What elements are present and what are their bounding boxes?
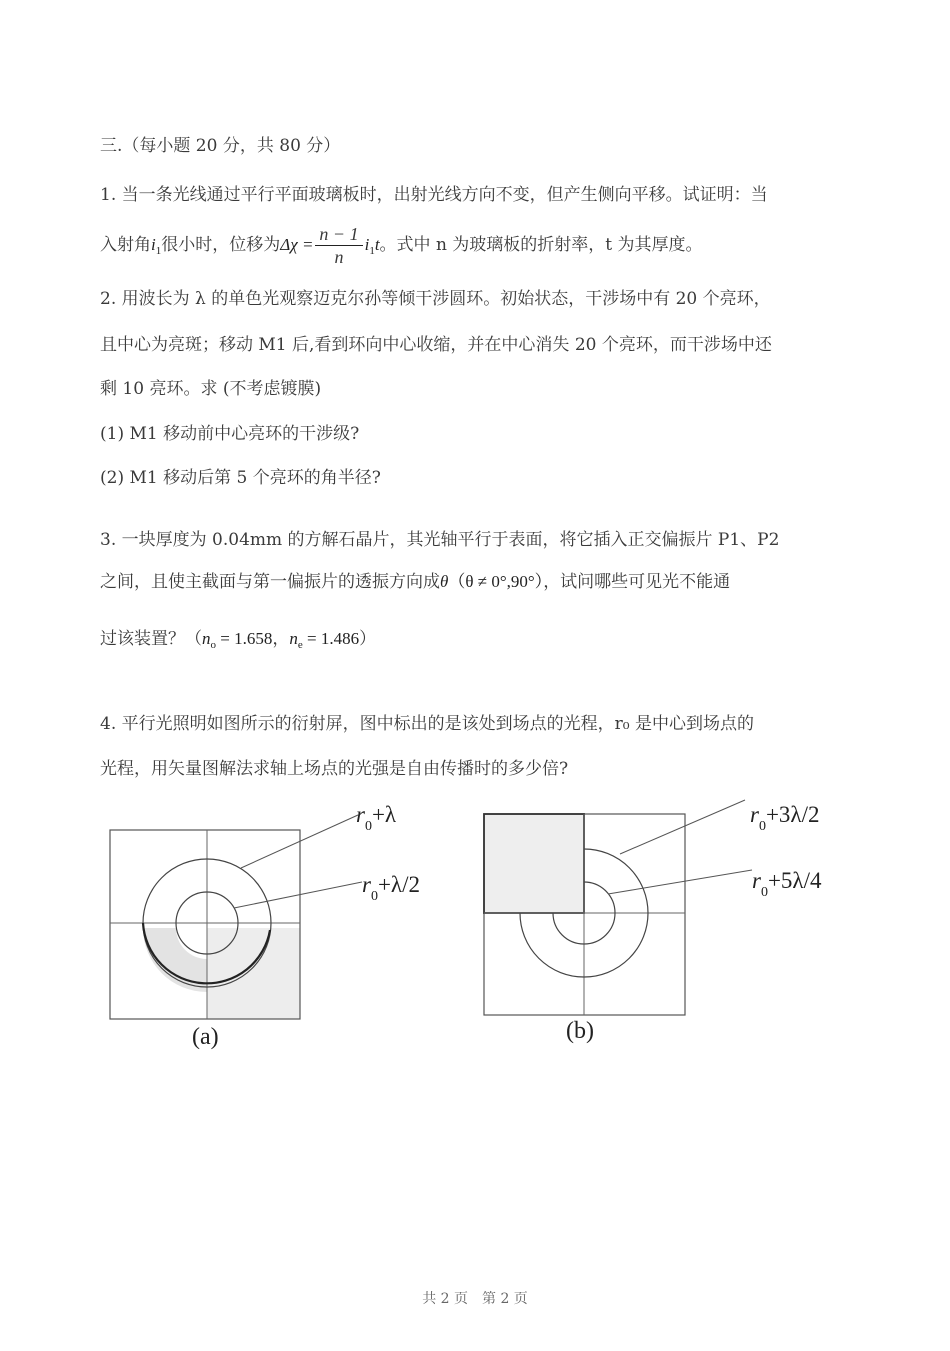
- q3-ne: [289, 629, 303, 651]
- figure-b-leader-inner: [608, 870, 752, 894]
- q4-text-2: 光程，用矢量图解法求轴上场点的光强是自由传播时的多少倍?: [100, 759, 569, 779]
- figure-b-outer-label: [750, 802, 819, 834]
- figure-b-caption: (b): [566, 1018, 594, 1044]
- q1-line1: [100, 183, 768, 207]
- q3-text-1: 3. 一块厚度为 0.04mm 的方解石晶片，其光轴平行于表面，将它插入正交偏振片 P1、P2: [100, 530, 780, 550]
- q1-formula-tail: [364, 235, 380, 257]
- q1-line2: [100, 223, 703, 273]
- q3-cond: （θ ≠ 0°,90°）: [448, 572, 544, 591]
- fa-inner-r: r: [362, 872, 371, 897]
- q1-tail-i: i: [364, 235, 370, 254]
- q1-tail-t: t: [374, 235, 380, 254]
- q3-ne-val: = 1.486: [302, 629, 360, 648]
- q2-line2: [100, 333, 772, 357]
- fb-outer-tail: +3λ/2: [765, 802, 820, 827]
- figure-b-shade-tl: [484, 814, 584, 913]
- figure-a-outer-label: [356, 802, 397, 834]
- fb-outer-r: r: [750, 802, 759, 827]
- q3-no-val: = 1.658: [216, 629, 273, 648]
- q3-line2: [100, 570, 730, 594]
- q2-text-2: 且中心为亮斑；移动 M1 后,看到环向中心收缩，并在中心消失 20 个亮环，而干涉场中还: [100, 335, 772, 355]
- figure-b-leader-outer: [620, 800, 745, 854]
- q3-no: [202, 629, 216, 651]
- q2-sub1-text: (1) M1 移动前中心亮环的干涉级?: [100, 424, 360, 444]
- q1-tail-sub: 1: [369, 245, 375, 257]
- q3-ne-base: n: [289, 629, 298, 648]
- figure-a-caption: (a): [192, 1024, 219, 1050]
- q3-sep: ，: [272, 629, 290, 649]
- q4-line1: [100, 712, 754, 736]
- fa-inner-tail: +λ/2: [377, 872, 420, 897]
- q3-no-base: n: [202, 629, 211, 648]
- q1-i1-sub: 1: [155, 245, 162, 257]
- figure-b: [480, 790, 880, 1030]
- q1-text-2-post: 。式中 n 为玻璃板的折射率，t 为其厚度。: [379, 235, 703, 255]
- q2-sub2: [100, 466, 381, 490]
- q3-text-2-post: ，试问哪些可见光不能通: [543, 572, 731, 592]
- fb-inner-r: r: [752, 868, 761, 893]
- q3-line3: [100, 627, 376, 657]
- q1-text-2-pre: 入射角: [100, 235, 151, 255]
- q1-text-2-mid: 很小时，位移为: [161, 235, 281, 255]
- section-heading: [100, 134, 340, 158]
- q3-theta: θ: [440, 572, 449, 591]
- q1-frac-num: n − 1: [315, 223, 362, 246]
- page-footer: [0, 1288, 950, 1308]
- q1-delta: Δχ =: [280, 235, 314, 254]
- figure-b-inner-label: [752, 868, 822, 900]
- q2-line1: [100, 287, 771, 311]
- fb-inner-tail: +5λ/4: [767, 868, 822, 893]
- q3-text-2-pre: 之间，且使主截面与第一偏振片的透振方向成: [100, 572, 440, 592]
- fa-outer-sub: 0: [364, 819, 372, 834]
- q3-ne-sub: e: [297, 639, 303, 651]
- fa-outer-r: r: [356, 802, 365, 827]
- figure-a: [100, 790, 480, 1060]
- figure-a-shade-br: [207, 928, 300, 1019]
- q1-text-1: 1. 当一条光线通过平行平面玻璃板时，出射光线方向不变，但产生侧向平移。试证明：当: [100, 185, 768, 205]
- section-heading-text: 三.（每小题 20 分，共 80 分）: [100, 136, 341, 156]
- q1-i1-base: i: [151, 235, 156, 254]
- q3-line1: [100, 528, 779, 552]
- page-footer-text: 共 2 页 第 2 页: [422, 1291, 528, 1307]
- q1-fraction: [315, 223, 362, 268]
- fa-inner-sub: 0: [370, 889, 378, 904]
- fa-outer-tail: +λ: [371, 802, 397, 827]
- figure-a-leader-inner: [234, 882, 362, 908]
- q2-text-3: 剩 10 亮环。求 (不考虑镀膜): [100, 379, 322, 399]
- q3-text-3-pre: 过该装置？（: [100, 629, 202, 649]
- q2-sub1: [100, 422, 359, 446]
- q3-text-3-post: ）: [359, 629, 377, 649]
- q4-text-1: 4. 平行光照明如图所示的衍射屏，图中标出的是该处到场点的光程，r₀ 是中心到场点的: [100, 714, 754, 734]
- q3-no-sub: o: [210, 639, 216, 651]
- q4-line2: [100, 757, 568, 781]
- q2-line3: [100, 377, 321, 401]
- q1-frac-den: n: [334, 247, 344, 267]
- q2-sub2-text: (2) M1 移动后第 5 个亮环的角半径?: [100, 468, 381, 488]
- q1-i1: [151, 235, 162, 257]
- fb-outer-sub: 0: [758, 819, 766, 834]
- q2-text-1: 2. 用波长为 λ 的单色光观察迈克尔孙等倾干涉圆环。初始状态，干涉场中有 20 个亮环，: [100, 289, 771, 309]
- figure-a-inner-label: [362, 872, 420, 904]
- fb-inner-sub: 0: [760, 885, 768, 900]
